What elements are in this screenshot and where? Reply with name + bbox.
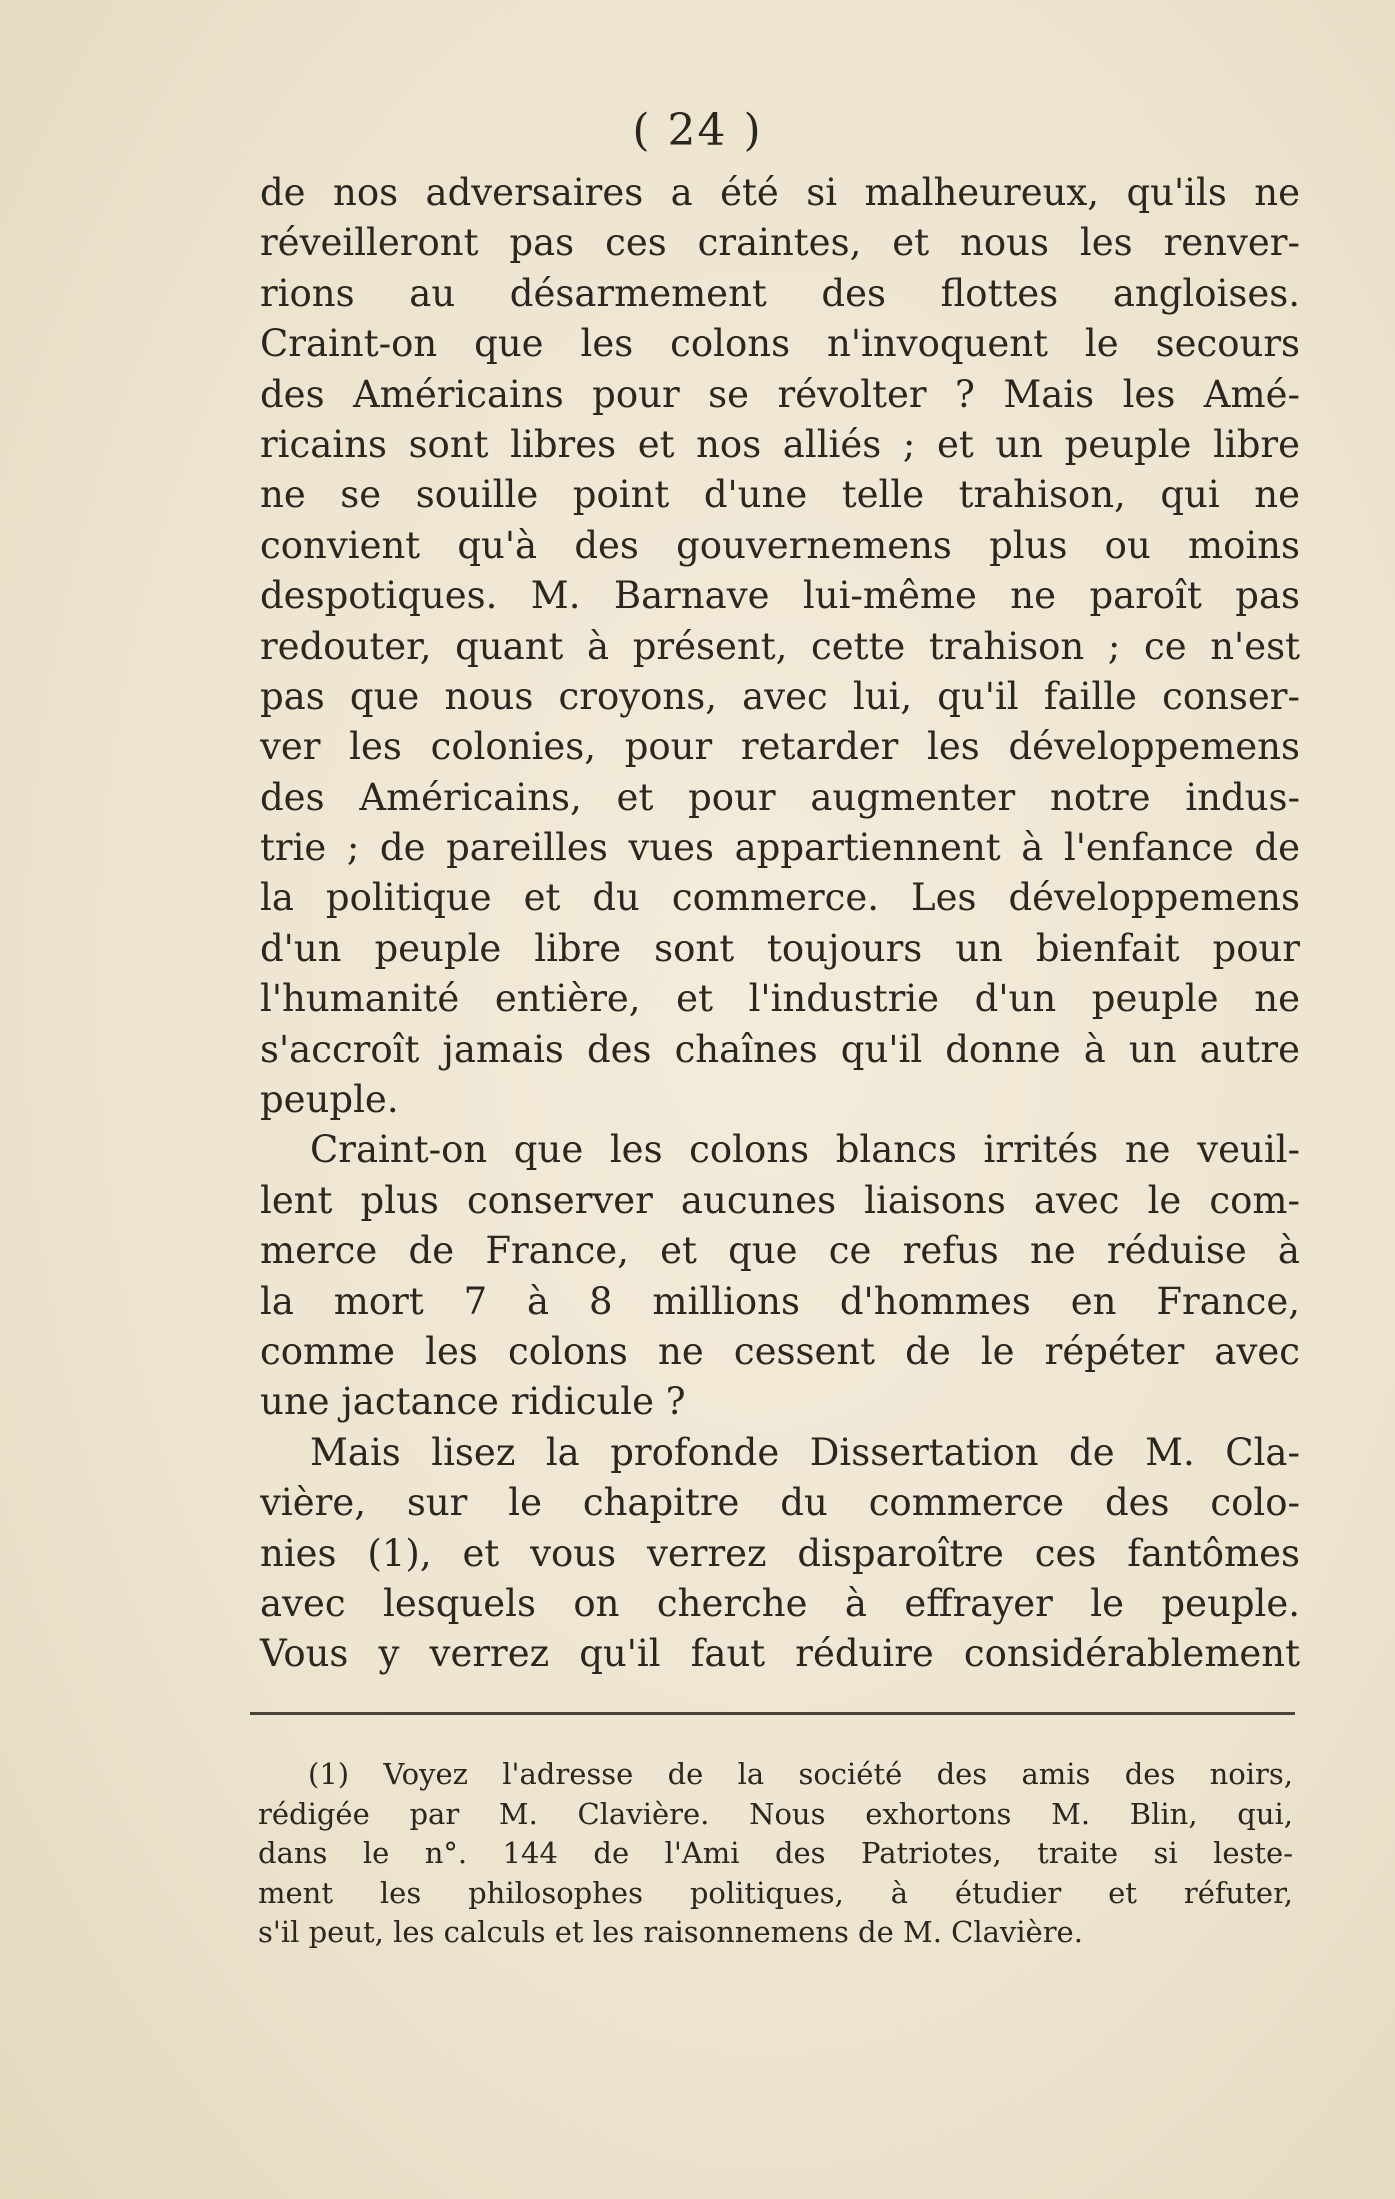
body-line: nies (1), et vous verrez disparoître ces fantômes xyxy=(260,1531,1300,1575)
footnote-divider xyxy=(250,1712,1295,1715)
footnote-line: rédigée par M. Clavière. Nous exhortons M. Blin, qui, xyxy=(258,1796,1293,1831)
body-line: pas que nous croyons, avec lui, qu'il faille conser- xyxy=(260,674,1300,718)
body-line: Mais lisez la profonde Dissertation de M. Cla- xyxy=(310,1430,1300,1474)
footnote-line: (1) Voyez l'adresse de la société des amis des noirs, xyxy=(308,1757,1293,1791)
page-number: ( 24 ) xyxy=(632,105,763,156)
body-line: réveilleront pas ces craintes, et nous les renver- xyxy=(260,221,1300,265)
body-line: ver les colonies, pour retarder les développemens xyxy=(260,725,1300,769)
body-text xyxy=(260,168,1300,1680)
body-line: la mort 7 à 8 millions d'hommes en France, xyxy=(260,1279,1300,1323)
body-line: de nos adversaires a été si malheureux, qu'ils ne xyxy=(260,171,1300,214)
body-line: convient qu'à des gouvernemens plus ou moins xyxy=(260,523,1300,567)
body-line: lent plus conserver aucunes liaisons avec le com- xyxy=(260,1178,1300,1222)
body-line: ne se souille point d'une telle trahison, qui ne xyxy=(260,473,1300,517)
body-line: Craint-on que les colons blancs irrités ne veuil- xyxy=(310,1128,1300,1172)
body-line: ricains sont libres et nos alliés ; et un peuple libre xyxy=(260,422,1300,466)
body-line: comme les colons ne cessent de le répéter avec xyxy=(260,1329,1300,1373)
body-line: des Américains pour se révolter ? Mais les Amé- xyxy=(260,372,1300,416)
body-line: rions au désarmement des flottes angloises. xyxy=(260,271,1300,315)
body-line: peuple. xyxy=(260,1078,399,1122)
body-line: Vous y verrez qu'il faut réduire considérablement xyxy=(260,1632,1300,1676)
footnote xyxy=(258,1755,1293,1953)
body-line: despotiques. M. Barnave lui-même ne paroît pas xyxy=(260,574,1300,618)
body-line: vière, sur le chapitre du commerce des colo- xyxy=(260,1481,1300,1525)
body-line: des Américains, et pour augmenter notre indus- xyxy=(260,775,1300,819)
body-line: merce de France, et que ce refus ne réduise à xyxy=(260,1229,1300,1273)
body-line: d'un peuple libre sont toujours un bienfait pour xyxy=(260,926,1300,970)
body-line: Craint-on que les colons n'invoquent le secours xyxy=(260,322,1300,366)
footnote-line: ment les philosophes politiques, à étudier et réfuter, xyxy=(258,1875,1293,1910)
body-line: avec lesquels on cherche à effrayer le peuple. xyxy=(260,1581,1300,1625)
body-line: s'accroît jamais des chaînes qu'il donne à un autre xyxy=(260,1027,1300,1071)
footnote-line: dans le n°. 144 de l'Ami des Patriotes, traite si leste- xyxy=(258,1836,1293,1870)
footnote-line: s'il peut, les calculs et les raisonnemens de M. Clavière. xyxy=(258,1915,1083,1949)
body-line: trie ; de pareilles vues appartiennent à l'enfance de xyxy=(260,826,1300,870)
body-line: l'humanité entière, et l'industrie d'un peuple ne xyxy=(260,977,1300,1021)
body-line: redouter, quant à présent, cette trahison ; ce n'est xyxy=(260,624,1300,668)
body-line: la politique et du commerce. Les développemens xyxy=(260,876,1300,920)
body-line: une jactance ridicule ? xyxy=(260,1380,686,1424)
